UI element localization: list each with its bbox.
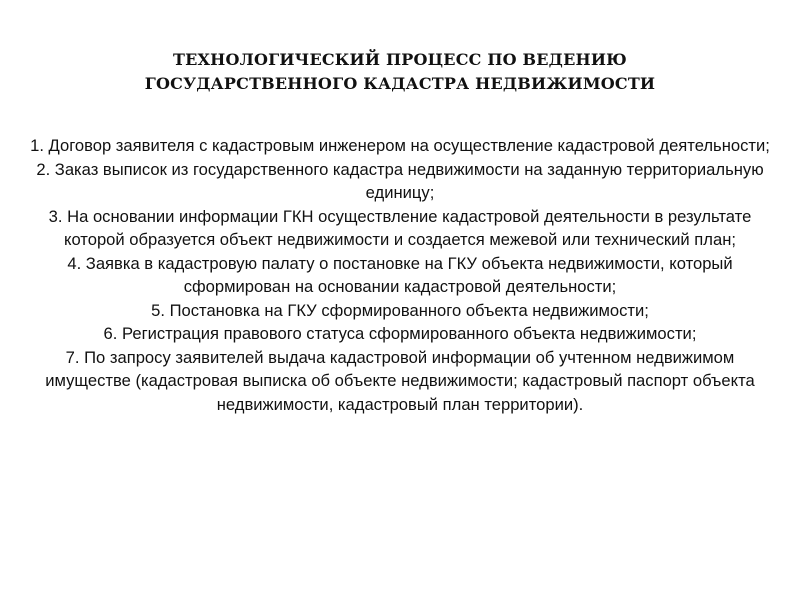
process-step-7: 7. По запросу заявителей выдача кадастровой информации об учтенном недвижимом имуществе (кадастровая выписка об объекте недвижимости; кадастровый паспорт объекта недвижимости, кадастровый план территории). — [45, 347, 755, 414]
process-step-3: 3. На основании информации ГКН осуществление кадастровой деятельности в результате которой образуется объект недвижимости и создается межевой или технический план; — [48, 206, 752, 249]
slide-title-line-2: ГОСУДАРСТВЕННОГО КАДАСТРА НЕДВИЖИМОСТИ — [144, 74, 656, 93]
slide-title-line-1: ТЕХНОЛОГИЧЕСКИЙ ПРОЦЕСС ПО ВЕДЕНИЮ — [173, 50, 627, 69]
process-step-2: 2. Заказ выписок из государственного кадастра недвижимости на заданную территориальную единицу; — [36, 159, 764, 202]
process-steps-list — [30, 134, 770, 416]
process-step-5: 5. Постановка на ГКУ сформированного объекта недвижимости; — [151, 300, 649, 320]
process-step-1: 1. Договор заявителя с кадастровым инженером на осуществление кадастровой деятельности; — [30, 136, 770, 155]
process-step-4: 4. Заявка в кадастровую палату о постановке на ГКУ объекта недвижимости, который сформирован на основании кадастровой деятельности; — [67, 253, 733, 296]
slide-title — [40, 48, 760, 96]
process-step-6: 6. Регистрация правового статуса сформированного объекта недвижимости; — [103, 324, 697, 343]
